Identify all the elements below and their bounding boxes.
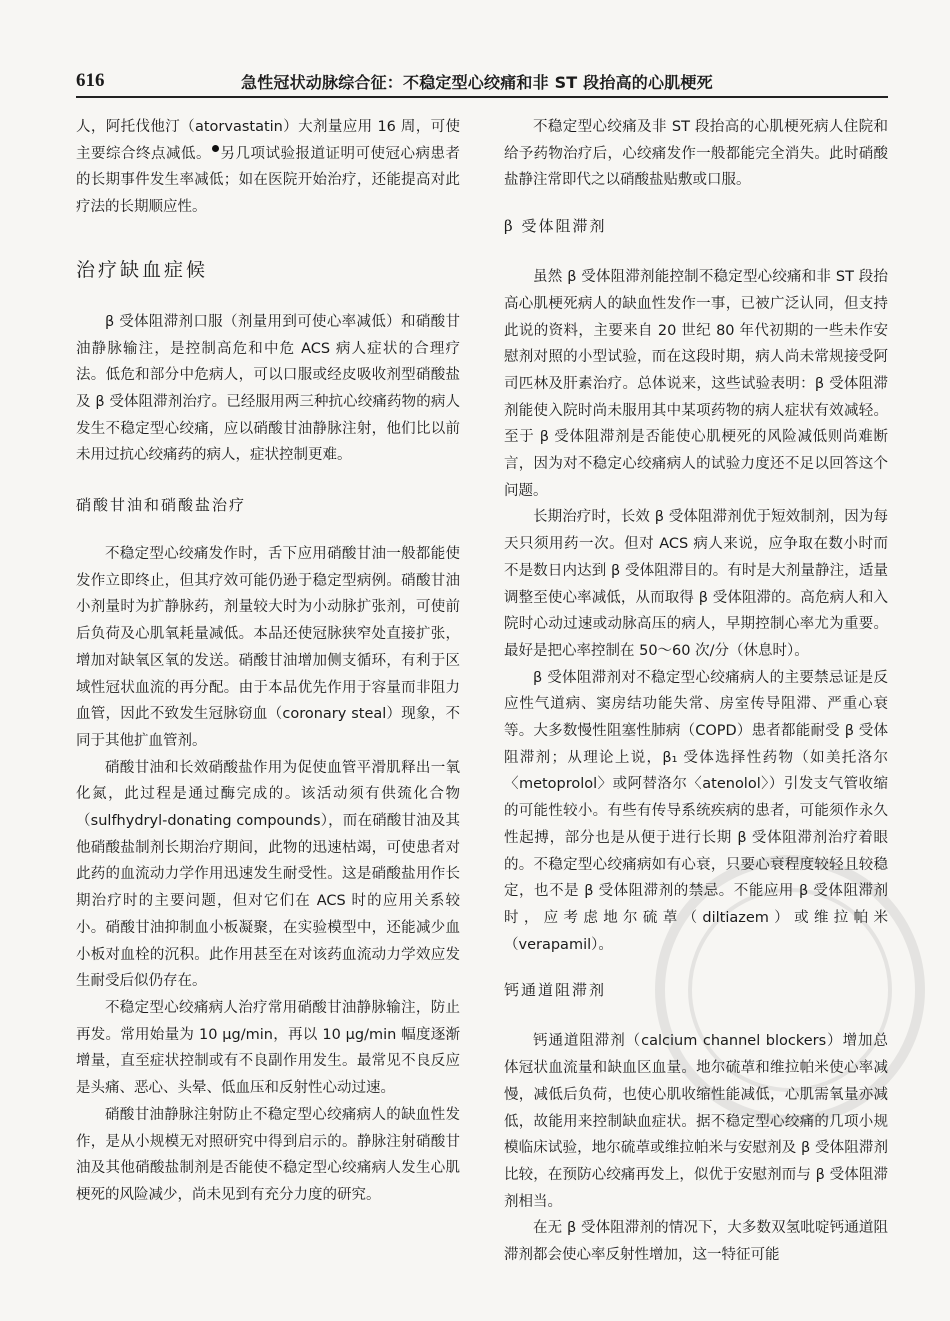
running-title: 急性冠状动脉综合征：不稳定型心绞痛和非 ST 段抬高的心肌梗死	[241, 73, 713, 92]
intro-text-a: 人，阿托伐他汀（atorvastatin）大剂量应用 16 周，可使主要综合终点减低。	[76, 119, 460, 162]
paragraph-nitrate-4: 硝酸甘油静脉注射防止不稳定型心绞痛病人的缺血性发作，是从小规模无对照研究中得到启示的。静脉注射硝酸甘油及其他硝酸盐制剂是否能使不稳定型心绞痛病人发生心肌梗死的风险减少，尚未见到有充分力度的研究。	[76, 1106, 460, 1203]
paragraph-ccb-1: 钙通道阻滞剂（calcium channel blockers）增加总体冠状血流量和缺血区血量。地尔硫䓬和维拉帕米使心率减慢，减低后负荷，也使心肌收缩性能减低，心肌需氧量亦减低，故能用来控制缺血症状。据不稳定型心绞痛的几项小规模临床试验，地尔硫䓬或维拉帕米与安慰剂及 β 受体阻滞剂比较，在预防心绞痛再发上，似优于安慰剂而与 β 受体阻滞剂相当。	[504, 1033, 888, 1210]
paragraph-ccb-2: 在无 β 受体阻滞剂的情况下，大多数双氢吡啶钙通道阻滞剂都会使心率反射性增加，这一特征可能	[504, 1220, 888, 1264]
paragraph-top: 不稳定型心绞痛及非 ST 段抬高的心肌梗死病人住院和给予药物治疗后，心绞痛发作一般都能完全消失。此时硝酸盐静注常即代之以硝酸盐贴敷或口服。	[504, 119, 888, 189]
paragraph-beta-3: β 受体阻滞剂对不稳定型心绞痛病人的主要禁忌证是反应性气道病、窦房结功能失常、房室传导阻滞、严重心衰等。大多数慢性阻塞性肺病（COPD）患者都能耐受 β 受体阻滞剂；从理论上说，β₁ 受体选择性药物（如美托洛尔〈metoprolol〉或阿替洛尔〈atenolol〉）引发支气管收缩的可能性较小。有些有传导系统疾病的患者，可能须作永久性起搏，部分也是从便于进行长期 β 受体阻滞剂治疗着眼的。不稳定型心绞痛病如有心衰，只要心衰程度较轻且较稳定，也不是 β 受体阻滞剂的禁忌。不能应用 β 受体阻滞剂时，应考虑地尔硫䓬（diltiazem）或维拉帕米（verapamil）。	[504, 669, 888, 953]
citation-marker-icon	[212, 145, 219, 152]
subsection-heading-nitrate: 硝酸甘油和硝酸盐治疗	[76, 496, 247, 515]
paragraph-nitrate-3: 不稳定型心绞痛病人治疗常用硝酸甘油静脉输注，防止再发。常用始量为 10 μg/min，再以 10 μg/min 幅度逐渐增量，直至症状控制或有不良副作用发生。最常见不良反应是头痛、恶心、头晕、低血压和反射性心动过速。	[76, 999, 460, 1097]
paragraph-nitrate-2: 硝酸甘油和长效硝酸盐作用为促使血管平滑肌释出一氧化氮，此过程是通过酶完成的。该活动须有供巯化合物（sulfhydryl-donating compounds），而在硝酸甘油及其他硝酸盐制剂长期治疗期间，此物的迅速枯竭，可使患者对此药的血流动力学作用迅速发生耐受性。这是硝酸盐用作长期治疗时的主要问题，但对它们在 ACS 时的应用关系较小。硝酸甘油抑制血小板凝聚，在实验模型中，还能减少血小板对血栓的沉积。此作用甚至在对该药血流动力学效应发生耐受后似仍存在。	[76, 759, 460, 990]
header-rule	[76, 96, 888, 98]
section-heading-ischemia: 治疗缺血症候	[76, 258, 209, 281]
paragraph-beta-2: 长期治疗时，长效 β 受体阻滞剂优于短效制剂，因为每天只须用药一次。但对 ACS 病人来说，应争取在数小时而不是数日内达到 β 受体阻滞目的。有时是大剂量静注，适量调整至使心率减低，从而取得 β 受体阻滞的。高危病人和入院时心动过速或动脉高压的病人，早期控制心率尤为重要。最好是把心率控制在 50～60 次/分（休息时）。	[504, 509, 888, 659]
left-column	[76, 114, 460, 1209]
paragraph-ischemia: β 受体阻滞剂口服（剂量用到可使心率减低）和硝酸甘油静脉输注，是控制高危和中危 ACS 病人症状的合理疗法。低危和部分中危病人，可以口服或经皮吸收剂型硝酸盐及 β 受体阻滞剂治疗。已经服用两三种抗心绞痛药物的病人发生不稳定型心绞痛，应以硝酸甘油静脉注射，他们比以前未用过抗心绞痛药的病人，症状控制更难。	[76, 313, 460, 464]
intro-paragraph	[76, 114, 460, 221]
right-column	[504, 114, 888, 1269]
paragraph-nitrate-1: 不稳定型心绞痛发作时，舌下应用硝酸甘油一般都能使发作立即终止，但其疗效可能仍逊于稳定型病例。硝酸甘油小剂量时为扩静脉药，剂量较大时为小动脉扩张剂，可使前后负荷及心肌氧耗量减低。本品还使冠脉狭窄处直接扩张，增加对缺氧区氧的发送。硝酸甘油增加侧支循环，有利于区域性冠状血流的再分配。由于本品优先作用于容量而非阻力血管，因此不致发生冠脉窃血（coronary steal）现象，不同于其他扩血管剂。	[76, 546, 460, 749]
page-number: 616	[76, 70, 105, 91]
subsection-heading-ccb: 钙通道阻滞剂	[504, 981, 607, 1000]
running-header	[76, 66, 888, 98]
intro-text-b: 另几项试验报道证明可使冠心病患者的长期事件发生率减低；如在医院开始治疗，还能提高对此疗法的长期顺应性。	[76, 145, 460, 216]
paragraph-beta-1: 虽然 β 受体阻滞剂能控制不稳定型心绞痛和非 ST 段抬高心肌梗死病人的缺血性发作一事，已被广泛认同，但支持此说的资料，主要来自 20 世纪 80 年代初期的一些未作安慰剂对照的小型试验，而在这段时期，病人尚未常规接受阿司匹林及肝素治疗。总体说来，这些试验表明：β 受体阻滞剂能使入院时尚未服用其中某项药物的病人症状有效减轻。至于 β 受体阻滞剂是否能使心肌梗死的风险减低则尚难断言，因为对不稳定心绞痛病人的试验力度还不足以回答这个问题。	[504, 269, 888, 499]
subsection-heading-beta-blockers: β 受体阻滞剂	[504, 217, 607, 236]
